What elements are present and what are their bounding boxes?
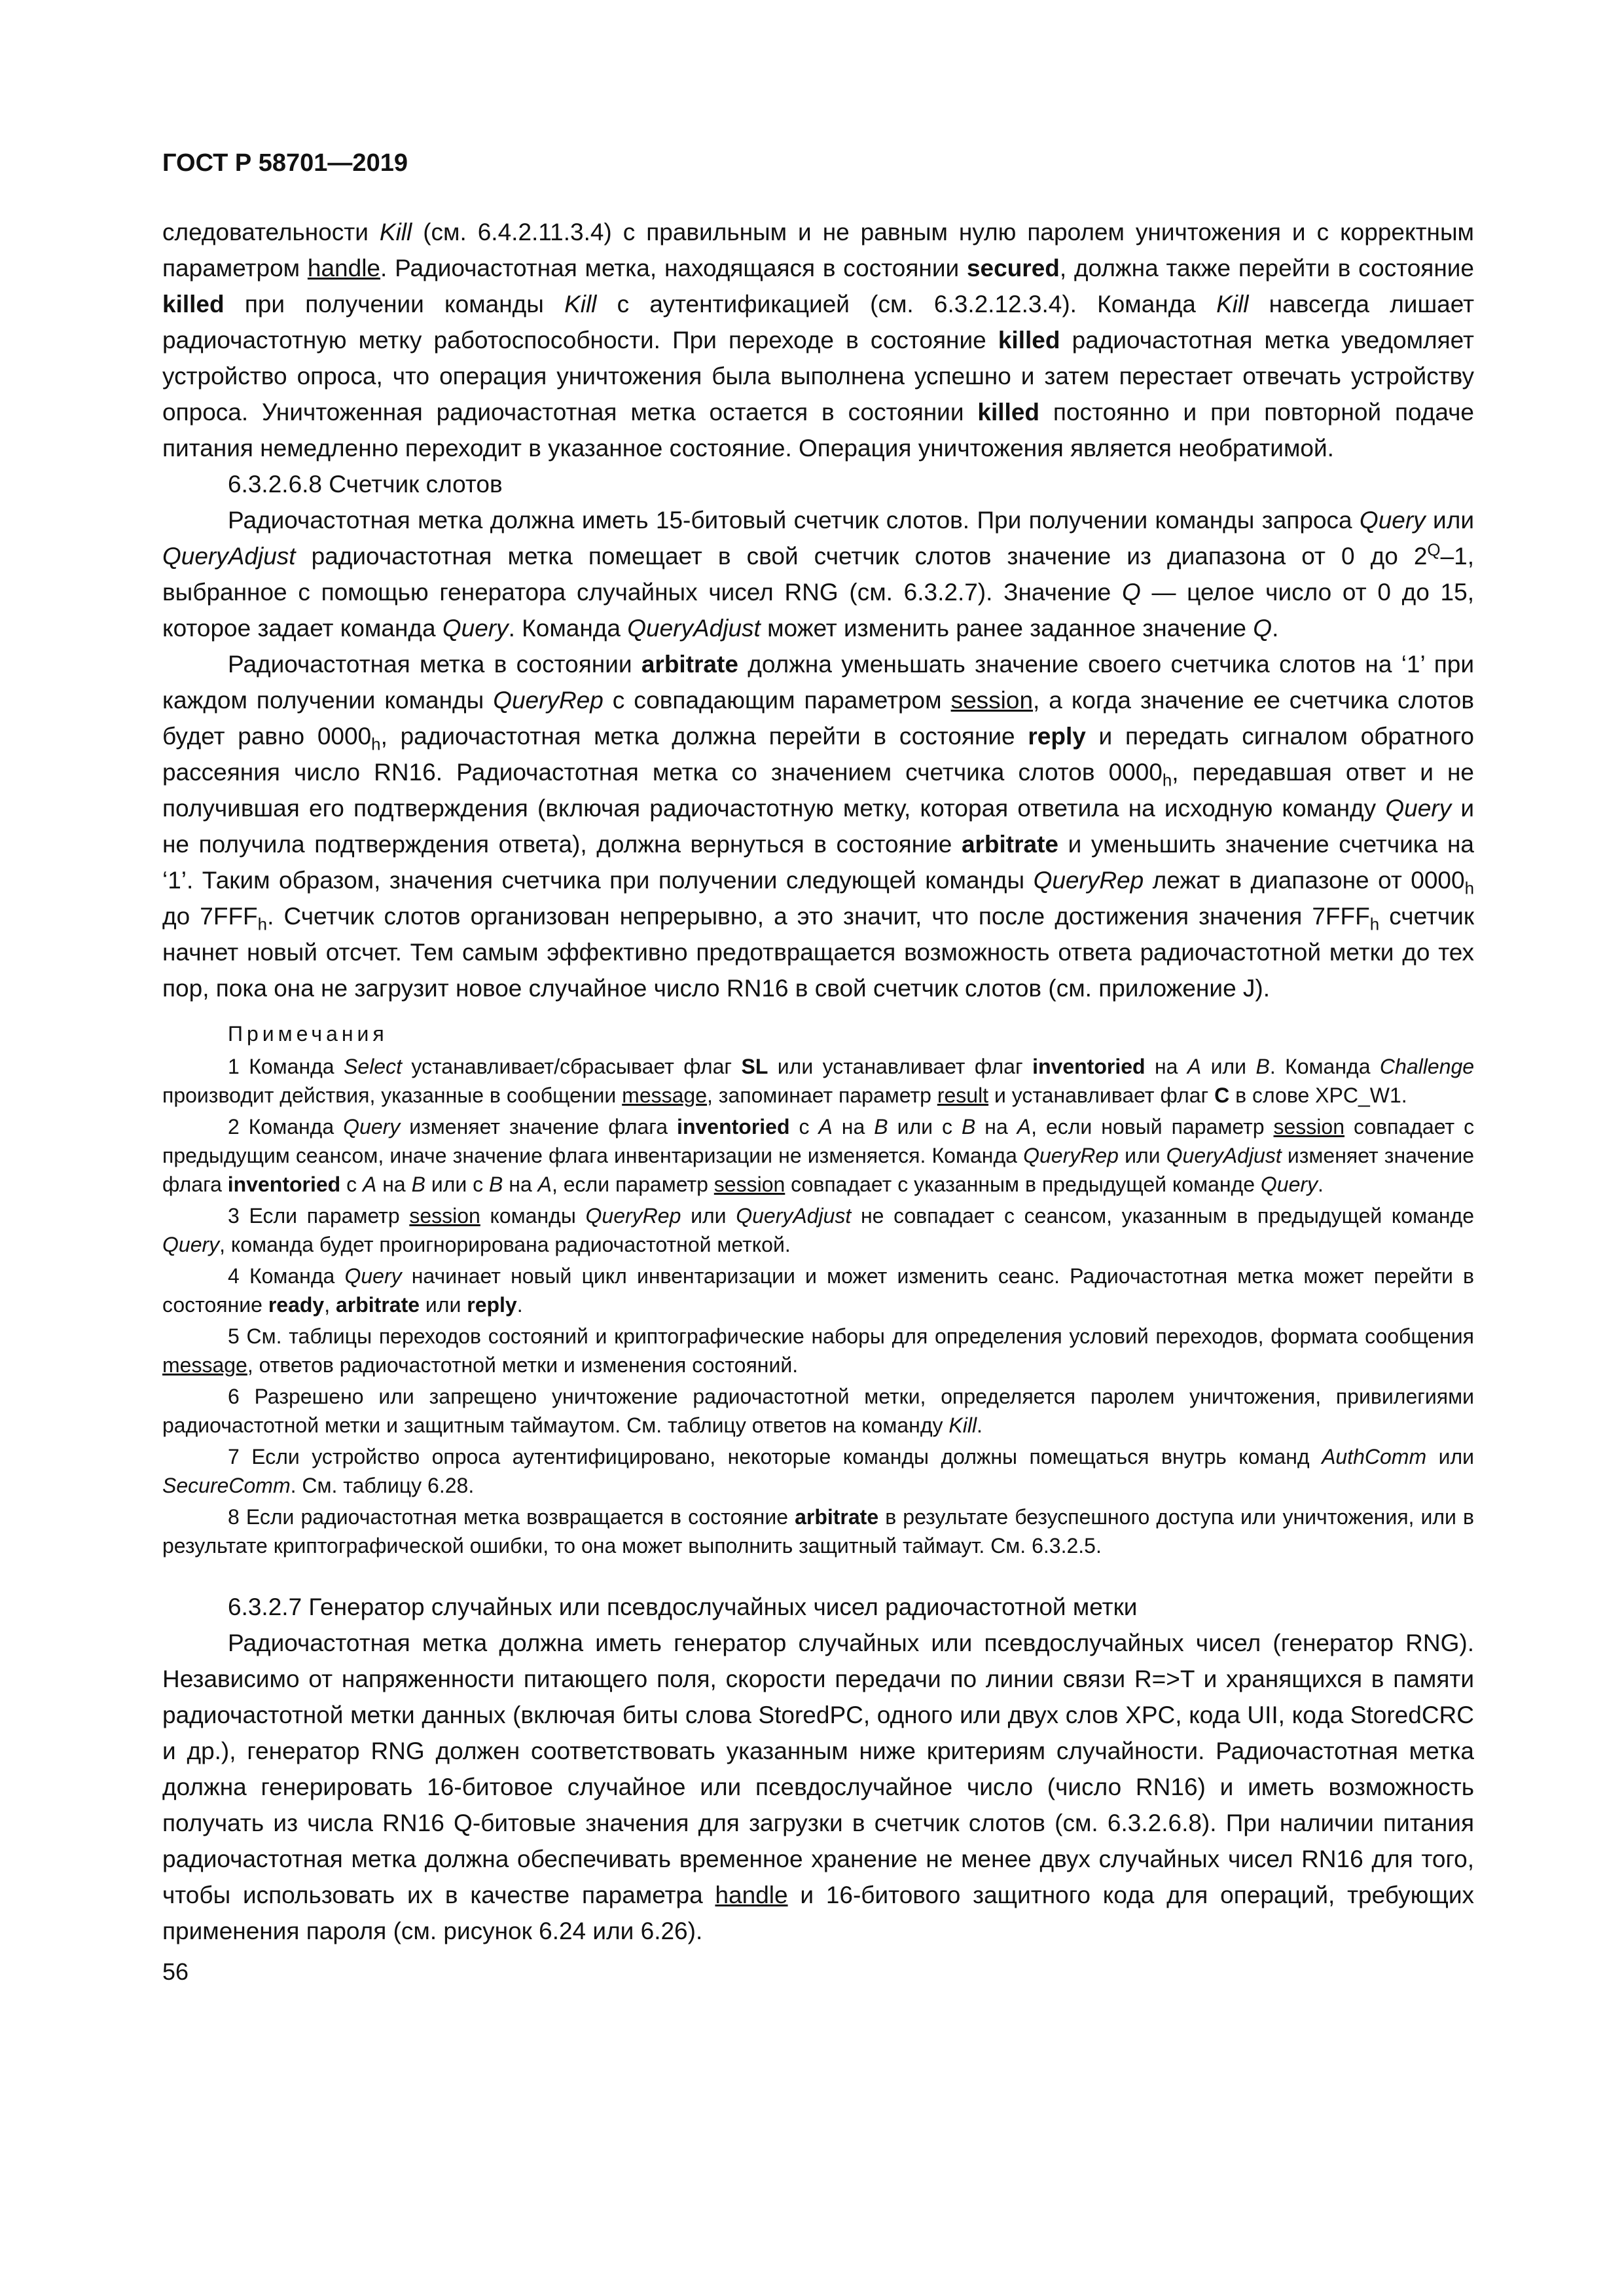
text-run: arbitrate: [335, 1293, 420, 1317]
text-run: QueryRep: [1033, 867, 1144, 894]
text-run: QueryAdjust: [627, 615, 761, 642]
text-run: Kill: [564, 291, 597, 318]
notes-title: Примечания: [228, 1022, 388, 1046]
text-run: Kill: [379, 219, 412, 246]
text-run: secured: [966, 255, 1060, 282]
note-2: 2 Команда Query изменяет значение флага inventoried с A на B или с B на A, если новый параметр session совпадает с предыдущим сеансом, иначе значение флага инвентаризации не изменяется. Команда QueryRep или QueryAdjust изменяет значение флага inventoried с A на B или с B на A, если параметр session совпадает с указанным в предыдущей команде Query.: [162, 1115, 1475, 1196]
text-run: message: [622, 1084, 708, 1107]
text-run: inventoried: [677, 1115, 790, 1139]
spacer: [162, 1563, 1474, 1589]
text-run: arbitrate: [641, 651, 738, 678]
paragraph-slot-counter-2: Радиочастотная метка в состоянии arbitrate должна уменьшать значение своего счетчика слотов на ‘1’ при каждом получении команды QueryRep с совпадающим параметром session, а когда значение ее счетчика слотов будет равно $0000_h$, радиочастотная метка должна перейти в состояние reply и передать сигналом обратного рассеяния число RN16. Радиочастотная метка со значением счетчика слотов $0000_h$, передавшая ответ и не получившая его подтверждения (включая радиочастотную метку, которая ответила на исходную команду Query и не получила подтверждения ответа), должна вернуться в состояние arbitrate и уменьшить значение счетчика на ‘1’. Таким образом, значения счетчика при получении следующей команды QueryRep лежат в диапазоне от $0000_h$ до $7FFF_h$. Счетчик слотов организован непрерывно, а это значит, что после достижения значения $7FFF_h$ счетчик начнет новый отсчет. Тем самым эффективно предотвращается возможность ответа радиочастотной метки до тех пор, пока она не загрузит новое случайное число RN16 в свой счетчик слотов (см. приложение J).: [162, 651, 1475, 1002]
text-run: message: [162, 1353, 247, 1377]
section-heading-slot-counter: 6.3.2.6.8 Счетчик слотов: [228, 471, 503, 498]
text-run: reply: [1028, 723, 1086, 750]
text-run: B: [1255, 1055, 1270, 1078]
text-run: handle: [715, 1882, 788, 1908]
text-run: result: [937, 1084, 989, 1107]
note-4: 4 Команда Query начинает новый цикл инвентаризации и может изменить сеанс. Радиочастотная метка может перейти в состояние ready, arbitrate или reply.: [162, 1264, 1475, 1317]
text-run: Kill: [1216, 291, 1249, 318]
text-run: reply: [467, 1293, 517, 1317]
text-run: C: [1214, 1084, 1230, 1107]
text-run: Query: [442, 615, 509, 642]
text-run: SL: [741, 1055, 768, 1078]
note-8: 8 Если радиочастотная метка возвращается в состояние arbitrate в результате безуспешного доступа или уничтожения, или в результате криптографической ошибки, то она может выполнить защитный таймаут. См. 6.3.2.5.: [162, 1505, 1475, 1558]
text-run: QueryAdjust: [162, 543, 296, 570]
text-run: A: [1017, 1115, 1032, 1139]
text-run: handle: [307, 255, 380, 282]
text-run: killed: [998, 327, 1060, 354]
text-run: B: [411, 1173, 425, 1196]
text-run: Query: [162, 1233, 220, 1256]
text-run: session: [1273, 1115, 1344, 1139]
text-run: Challenge: [1379, 1055, 1475, 1078]
document-page: [162, 149, 1474, 1986]
text-run: session: [713, 1173, 785, 1196]
text-run: B: [961, 1115, 976, 1139]
text-run: h: [371, 735, 381, 754]
text-run: h: [1162, 771, 1172, 790]
text-run: QueryAdjust: [736, 1204, 852, 1228]
section-heading-rng: 6.3.2.7 Генератор случайных или псевдослучайных чисел радиочастотной метки: [228, 1594, 1138, 1620]
text-run: inventoried: [227, 1173, 341, 1196]
note-3: 3 Если параметр session команды QueryRep или QueryAdjust не совпадает с сеансом, указанным в предыдущей команде Query, команда будет проигнорирована радиочастотной меткой.: [162, 1204, 1475, 1256]
note-7: 7 Если устройство опроса аутентифицировано, некоторые команды должны помещаться внутрь команд AuthComm или SecureComm. См. таблицу 6.28.: [162, 1445, 1475, 1497]
text-run: AuthComm: [1322, 1445, 1427, 1468]
text-run: h: [1369, 915, 1380, 934]
note-5: 5 См. таблицы переходов состояний и криптографические наборы для определения условий переходов, формата сообщения message, ответов радиочастотной метки и изменения состояний.: [162, 1324, 1474, 1377]
page-number: 56: [162, 1958, 189, 1985]
text-run: h: [257, 915, 268, 934]
text-run: B: [489, 1173, 503, 1196]
text-run: QueryRep: [1023, 1144, 1119, 1167]
text-run: Query: [1385, 795, 1452, 822]
text-run: Query: [1260, 1173, 1318, 1196]
text-run: A: [1187, 1055, 1202, 1078]
text-run: Query: [344, 1264, 402, 1288]
text-run: Query: [1359, 507, 1426, 534]
note-6: 6 Разрешено или запрещено уничтожение радиочастотной метки, определяется паролем уничтожения, привилегиями радиочастотной метки и защитным таймаутом. См. таблицу ответов на команду Kill.: [162, 1385, 1474, 1437]
text-run: session: [950, 687, 1034, 714]
text-run: inventoried: [1032, 1055, 1146, 1078]
text-run: arbitrate: [961, 831, 1059, 858]
text-run: Q: [1427, 541, 1441, 560]
document-header: ГОСТ Р 58701—2019: [162, 149, 408, 177]
paragraph-rng: Радиочастотная метка должна иметь генератор случайных или псевдослучайных чисел (генератор RNG). Независимо от напряженности питающего поля, скорости передачи по линии связи R=>T и хранящихся в памяти радиочастотной метки данных (включая биты слова StoredPC, одного или двух слов XPC, кода UII, кода StoredCRC и др.), генератор RNG должен соответствовать указанным ниже критериям случайности. Радиочастотная метка должна генерировать 16-битовое случайное или псевдослучайное число (число RN16) и иметь возможность получать из числа RN16 Q-битовые значения для загрузки в счетчик слотов (см. 6.3.2.6.8). При наличии питания радиочастотная метка должна обеспечивать временное хранение не менее двух случайных чисел RN16 для того, чтобы использовать их в качестве параметра handle и 16-битового защитного кода для операций, требующих применения пароля (см. рисунок 6.24 или 6.26).: [162, 1630, 1474, 1944]
text-run: killed: [977, 399, 1040, 426]
text-run: Query: [343, 1115, 401, 1139]
text-run: A: [818, 1115, 833, 1139]
text-run: Select: [344, 1055, 402, 1078]
paragraph-kill-continuation: следовательности Kill (см. 6.4.2.11.3.4) с правильным и не равным нулю паролем уничтожения и с корректным параметром handle. Радиочастотная метка, находящаяся в состоянии secured, должна также перейти в состояние killed при получении команды Kill с аутентификацией (см. 6.3.2.12.3.4). Команда Kill навсегда лишает радиочастотную метку работоспособности. При переходе в состояние killed радиочастотная метка уведомляет устройство опроса, что операция уничтожения была выполнена успешно и затем перестает отвечать устройству опроса. Уничтоженная радиочастотная метка остается в состоянии killed постоянно и при повторной подаче питания немедленно переходит в указанное состояние. Операция уничтожения является необратимой.: [162, 219, 1475, 462]
text-run: QueryRep: [493, 687, 604, 714]
text-run: A: [537, 1173, 552, 1196]
text-run: B: [874, 1115, 888, 1139]
text-run: QueryAdjust: [1166, 1144, 1282, 1167]
text-run: Kill: [948, 1413, 977, 1437]
text-run: Q: [1121, 579, 1141, 606]
text-run: ready: [268, 1293, 325, 1317]
note-1: 1 Команда Select устанавливает/сбрасывает флаг SL или устанавливает флаг inventoried на A или B. Команда Challenge производит действия, указанные в сообщении message, запоминает параметр result и устанавливает флаг C в слове XPC_W1.: [162, 1055, 1475, 1107]
text-run: arbitrate: [795, 1505, 879, 1529]
paragraph-slot-counter-1: Радиочастотная метка должна иметь 15-битовый счетчик слотов. При получении команды запроса Query или QueryAdjust радиочастотная метка помещает в свой счетчик слотов значение из диапазона от 0 до $2^Q-1$, выбранное с помощью генератора случайных чисел RNG (см. 6.3.2.7). Значение Q — целое число от 0 до 15, которое задает команда Query. Команда QueryAdjust может изменить ранее заданное значение Q.: [162, 507, 1474, 642]
text-run: A: [363, 1173, 377, 1196]
text-run: h: [1464, 879, 1474, 898]
text-run: Q: [1253, 615, 1272, 642]
text-run: QueryRep: [585, 1204, 681, 1228]
text-run: SecureComm: [162, 1474, 291, 1497]
text-run: killed: [162, 291, 225, 318]
text-run: session: [409, 1204, 480, 1228]
